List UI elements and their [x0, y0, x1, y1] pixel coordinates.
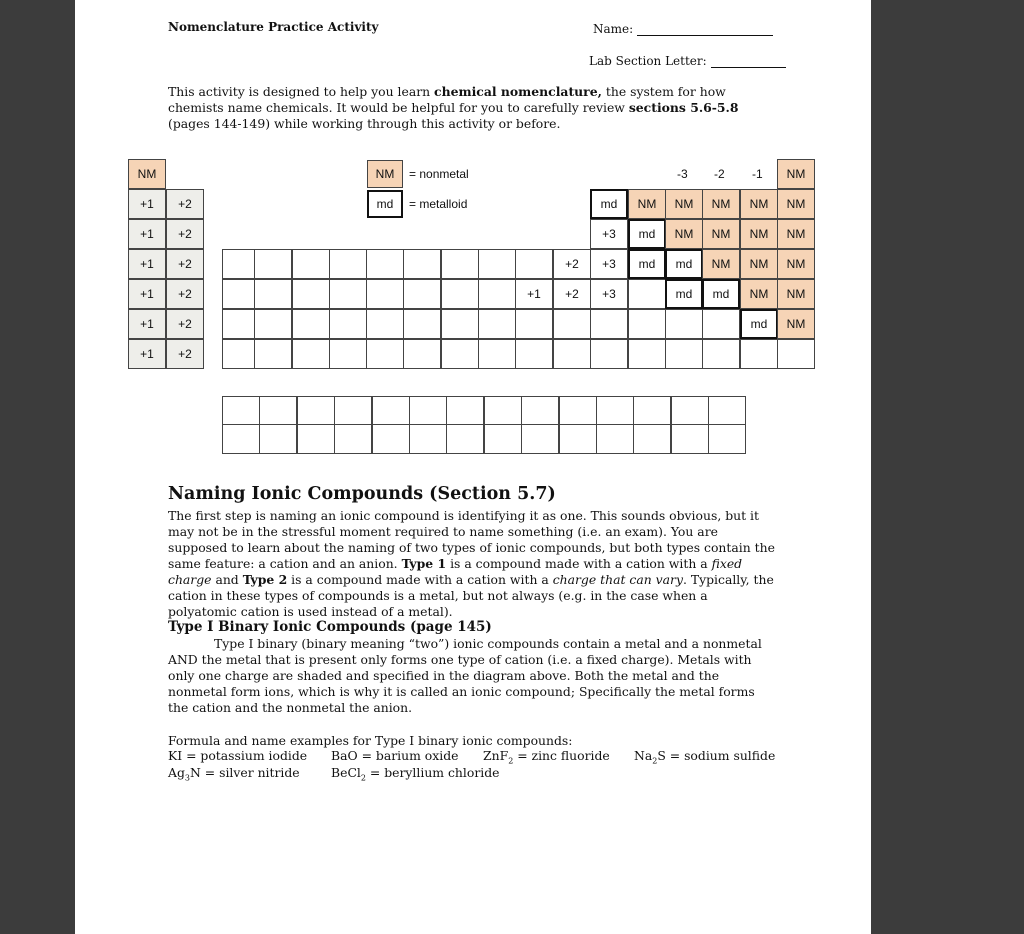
pt-cell-r2-g14: md	[628, 219, 666, 249]
intro-paragraph: This activity is designed to help you learn chemical nomenclature, the system for how chemists name chemicals. It would be helpful for you to carefully review sections 5.6-5.8 (pages 144-149) while working through this activity or before.	[168, 84, 739, 131]
document-page	[75, 0, 871, 934]
pt-cell-r4-g15: md	[665, 279, 703, 309]
pt-f-block-cell	[297, 396, 335, 426]
pt-f-block-cell	[297, 424, 335, 454]
pt-cell-r1-g16: NM	[702, 189, 740, 219]
pt-cell-r4-g16: md	[702, 279, 740, 309]
pt-cell-hydrogen: NM	[128, 159, 166, 189]
pt-cell-r5-g13	[590, 309, 628, 339]
pt-cell-r3-g7	[366, 249, 404, 279]
pt-f-block-cell	[446, 424, 484, 454]
example-ag3n: $Ag_3N$ = silver nitride	[168, 765, 300, 783]
pt-f-block-cell	[409, 396, 447, 426]
pt-f-block-cell	[222, 424, 260, 454]
pt-cell-r1-g17: NM	[740, 189, 778, 219]
pt-cell-r4-g6	[329, 279, 367, 309]
pt-cell-r4-g7	[366, 279, 404, 309]
pt-cell-r6-g18	[777, 339, 815, 369]
pt-cell-r2-g17: NM	[740, 219, 778, 249]
example-becl2: BeCl$_2$ = beryllium chloride	[331, 765, 500, 783]
pt-f-block-cell	[334, 396, 372, 426]
section-heading-type1: Type I Binary Ionic Compounds (page 145)	[168, 619, 492, 635]
pt-cell-r4-g11: +1	[515, 279, 553, 309]
pt-cell-r6-g5	[292, 339, 330, 369]
pt-cell-r4-g18: NM	[777, 279, 815, 309]
pt-cell-r1-g1: +1	[128, 189, 166, 219]
charge-label-g17: -1	[752, 167, 763, 181]
example-ki: KI = potassium iodide	[168, 748, 308, 763]
pt-f-block-cell	[708, 396, 746, 426]
pt-cell-r5-g9	[441, 309, 479, 339]
pt-f-block-cell	[484, 396, 522, 426]
pt-cell-r1-g2: +2	[166, 189, 204, 219]
pt-cell-r6-g11	[515, 339, 553, 369]
pt-cell-r3-g1: +1	[128, 249, 166, 279]
legend-nonmetal-box: NM	[367, 160, 403, 188]
pt-f-block-cell	[446, 396, 484, 426]
pt-f-block-cell	[484, 424, 522, 454]
pt-cell-r4-g12: +2	[553, 279, 591, 309]
pt-cell-r6-g2: +2	[166, 339, 204, 369]
charge-label-g16: -2	[714, 167, 725, 181]
pt-f-block-cell	[671, 424, 709, 454]
pt-cell-r6-g14	[628, 339, 666, 369]
pt-cell-r3-g18: NM	[777, 249, 815, 279]
pt-f-block-cell	[334, 424, 372, 454]
section-paragraph-type1: Type I binary (binary meaning “two”) ionic compounds contain a metal and a nonmetal AND the metal that is present only forms one type of cation (i.e. a fixed charge). Metals with only one charge are shaded and specified in the diagram above. Both the metal and the nonmetal form ions, which is why it is called an ionic compound; Specifically the metal forms the cation and the nonmetal the anion.	[168, 636, 762, 715]
pt-f-block-cell	[559, 424, 597, 454]
pt-cell-r5-g2: +2	[166, 309, 204, 339]
pt-cell-r6-g9	[441, 339, 479, 369]
pt-cell-r5-g15	[665, 309, 703, 339]
examples-intro: Formula and name examples for Type I binary ionic compounds:	[168, 733, 573, 748]
pt-f-block-cell	[559, 396, 597, 426]
pt-cell-r3-g9	[441, 249, 479, 279]
pt-cell-r4-g10	[478, 279, 516, 309]
pt-cell-r5-g7	[366, 309, 404, 339]
example-na2s: $Na_2S$ = sodium sulfide	[634, 748, 776, 766]
pt-f-block-cell	[596, 424, 634, 454]
pt-cell-r4-g8	[403, 279, 441, 309]
pt-cell-r3-g13: +3	[590, 249, 628, 279]
pt-f-block-cell	[259, 396, 297, 426]
pt-cell-r2-g15: NM	[665, 219, 703, 249]
pt-f-block-cell	[633, 396, 671, 426]
lab-section-field	[589, 54, 786, 68]
pt-f-block-cell	[259, 424, 297, 454]
pt-cell-r4-g1: +1	[128, 279, 166, 309]
pt-cell-r3-g16: NM	[702, 249, 740, 279]
name-field	[593, 22, 773, 36]
pt-cell-r3-g11	[515, 249, 553, 279]
pt-cell-r5-g14	[628, 309, 666, 339]
pt-cell-r5-g5	[292, 309, 330, 339]
pt-cell-r3-g8	[403, 249, 441, 279]
pt-cell-r2-g16: NM	[702, 219, 740, 249]
pt-cell-r1-g15: NM	[665, 189, 703, 219]
pt-cell-r4-g13: +3	[590, 279, 628, 309]
pt-cell-r5-g4	[254, 309, 292, 339]
pt-cell-r1-g13: md	[590, 189, 628, 219]
section-paragraph-naming-ionic: The first step is naming an ionic compound is identifying it as one. This sounds obvious, but it may not be in the stressful moment required to name something (i.e. an exam). You are supposed to learn about the naming of two types of ionic compounds, but both types contain the same feature: a cation and an anion. Type 1 is a compound made with a cation with a fixed charge and Type 2 is a compound made with a cation with a charge that can vary. Typically, the cation in these types of compounds is a metal, but not always (e.g. in the case when a polyatomic cation is used instead of a metal).	[168, 508, 775, 619]
pt-f-block-cell	[372, 396, 410, 426]
pt-cell-r6-g4	[254, 339, 292, 369]
pt-cell-r2-g18: NM	[777, 219, 815, 249]
legend-metalloid-box: md	[367, 190, 403, 218]
pt-cell-r5-g6	[329, 309, 367, 339]
pt-cell-r3-g2: +2	[166, 249, 204, 279]
pt-cell-r6-g7	[366, 339, 404, 369]
pt-cell-r5-g18: NM	[777, 309, 815, 339]
pt-f-block-cell	[596, 396, 634, 426]
pt-cell-r1-g14: NM	[628, 189, 666, 219]
pt-cell-helium: NM	[777, 159, 815, 189]
pt-cell-r4-g9	[441, 279, 479, 309]
pt-f-block-cell	[222, 396, 260, 426]
pt-cell-r6-g17	[740, 339, 778, 369]
pt-cell-r4-g4	[254, 279, 292, 309]
pt-cell-r6-g8	[403, 339, 441, 369]
pt-cell-r3-g15: md	[665, 249, 703, 279]
pt-cell-r6-g13	[590, 339, 628, 369]
pt-f-block-cell	[372, 424, 410, 454]
pt-cell-r6-g16	[702, 339, 740, 369]
lab-section-label: Lab Section Letter:	[589, 54, 707, 68]
pt-f-block-cell	[521, 424, 559, 454]
left-margin	[0, 0, 75, 934]
pt-cell-r3-g12: +2	[553, 249, 591, 279]
pt-cell-r1-g18: NM	[777, 189, 815, 219]
pt-cell-r2-g1: +1	[128, 219, 166, 249]
pt-cell-r3-g17: NM	[740, 249, 778, 279]
pt-cell-r2-g2: +2	[166, 219, 204, 249]
pt-cell-r6-g15	[665, 339, 703, 369]
pt-cell-r6-g10	[478, 339, 516, 369]
document-title: Nomenclature Practice Activity	[168, 20, 379, 34]
pt-cell-r6-g12	[553, 339, 591, 369]
example-znf2: ZnF$_2$ = zinc fluoride	[483, 748, 610, 766]
pt-cell-r5-g16	[702, 309, 740, 339]
section-heading-naming-ionic: Naming Ionic Compounds (Section 5.7)	[168, 484, 556, 504]
pt-cell-r2-g13: +3	[590, 219, 628, 249]
pt-f-block-cell	[708, 424, 746, 454]
legend-metalloid-text: = metalloid	[409, 197, 468, 211]
right-margin	[871, 0, 1024, 934]
pt-cell-r3-g10	[478, 249, 516, 279]
pt-f-block-cell	[409, 424, 447, 454]
pt-cell-r6-g1: +1	[128, 339, 166, 369]
pt-cell-r4-g5	[292, 279, 330, 309]
pt-f-block-cell	[521, 396, 559, 426]
pt-cell-r3-g5	[292, 249, 330, 279]
example-bao: BaO = barium oxide	[331, 748, 459, 763]
pt-cell-r3-g6	[329, 249, 367, 279]
pt-cell-r4-g14	[628, 279, 666, 309]
legend-nonmetal-text: = nonmetal	[409, 167, 469, 181]
charge-label-g15: -3	[677, 167, 688, 181]
pt-cell-r5-g11	[515, 309, 553, 339]
pt-f-block-cell	[633, 424, 671, 454]
pt-cell-r6-g6	[329, 339, 367, 369]
name-label: Name:	[593, 22, 634, 36]
pt-cell-r4-g17: NM	[740, 279, 778, 309]
pt-cell-r5-g17: md	[740, 309, 778, 339]
pt-cell-r5-g1: +1	[128, 309, 166, 339]
pt-cell-r5-g12	[553, 309, 591, 339]
pt-cell-r3-g4	[254, 249, 292, 279]
pt-cell-r3-g14: md	[628, 249, 666, 279]
pt-cell-r5-g8	[403, 309, 441, 339]
pt-cell-r4-g2: +2	[166, 279, 204, 309]
pt-cell-r5-g10	[478, 309, 516, 339]
pt-f-block-cell	[671, 396, 709, 426]
